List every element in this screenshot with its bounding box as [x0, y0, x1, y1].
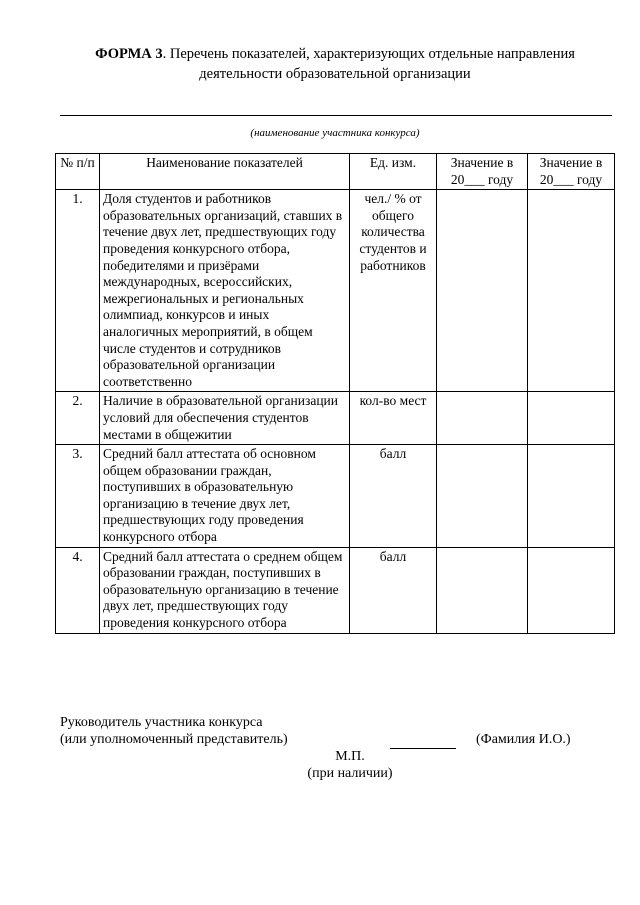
row-num: 2. — [56, 392, 100, 445]
row-indicator-name: Доля студентов и работников образовательных организаций, ставших в течение двух лет, предшествующих году проведения конкурсного отбора, победителями и призёрами международных, всероссийских, межрегиональных и региональных олимпиад, конкурсов и иных аналогичных мероприятий, в общем числе студентов и сотрудников образовательной организации соответственно — [100, 190, 350, 392]
stamp-label: М.П. — [335, 749, 365, 764]
participant-name-line[interactable] — [60, 115, 612, 116]
row-unit: балл — [350, 445, 437, 548]
stamp-block — [300, 748, 400, 782]
row-unit: кол-во мест — [350, 392, 437, 445]
header-unit: Ед. изм. — [350, 154, 437, 190]
table-row — [56, 445, 615, 548]
stamp-note: (при наличии) — [307, 766, 393, 781]
table-row — [56, 190, 615, 392]
row-indicator-name: Наличие в образовательной организации условий для обеспечения студентов местами в общежитии — [100, 392, 350, 445]
form-label: ФОРМА 3 — [95, 46, 163, 62]
table-row — [56, 547, 615, 633]
form-title — [60, 44, 610, 84]
signer-fio: (Фамилия И.О.) — [476, 732, 571, 747]
signer-title: Руководитель участника конкурса — [60, 715, 263, 730]
participant-caption: (наименование участника конкурса) — [250, 127, 420, 139]
row-unit: балл — [350, 547, 437, 633]
signer-representative: (или уполномоченный представитель) — [60, 732, 288, 747]
row-num: 4. — [56, 547, 100, 633]
row-value-1-cell[interactable] — [437, 392, 528, 445]
form-title-text: . Перечень показателей, характеризующих отдельные направления деятельности образовательной организации — [162, 46, 575, 82]
row-value-1-cell[interactable] — [437, 445, 528, 548]
row-indicator-name: Средний балл аттестата о среднем общем образовании граждан, поступивших в образовательную организацию в течение двух лет, предшествующих году проведения конкурсного отбора — [100, 547, 350, 633]
row-num: 3. — [56, 445, 100, 548]
row-value-2-cell[interactable] — [528, 445, 615, 548]
signature-block — [60, 714, 620, 748]
table-row — [56, 392, 615, 445]
row-indicator-name: Средний балл аттестата об основном общем образовании граждан, поступивших в образовательную организацию в течение двух лет, предшествующих году проведения конкурсного отбора — [100, 445, 350, 548]
header-value-2: Значение в 20___ году — [528, 154, 615, 190]
header-value-1: Значение в 20___ году — [437, 154, 528, 190]
header-num: № п/п — [56, 154, 100, 190]
header-name: Наименование показателей — [100, 154, 350, 190]
row-num: 1. — [56, 190, 100, 392]
table-header-row — [56, 154, 615, 190]
indicators-table — [55, 153, 615, 634]
row-value-2-cell[interactable] — [528, 547, 615, 633]
signer-row — [60, 731, 620, 748]
row-value-2-cell[interactable] — [528, 392, 615, 445]
row-unit: чел./ % от общего количества студентов и работников — [350, 190, 437, 392]
row-value-1-cell[interactable] — [437, 190, 528, 392]
row-value-2-cell[interactable] — [528, 190, 615, 392]
row-value-1-cell[interactable] — [437, 547, 528, 633]
